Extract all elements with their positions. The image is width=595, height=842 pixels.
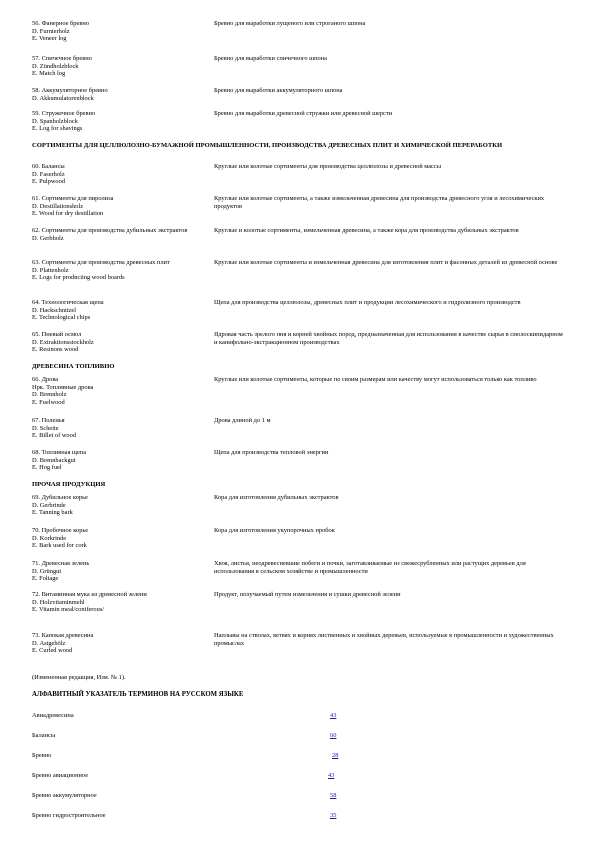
term-translation: Нрк. Топливные дрова: [32, 383, 94, 391]
term-translation: D. Astgehölz: [32, 639, 66, 647]
term-translation: D. Zündholzblock: [32, 62, 79, 70]
term-definition: Продукт, получаемый путем измельчения и сушки древесной зелени: [214, 591, 401, 598]
term-translation: D. Brennhackgut: [32, 456, 76, 464]
term-title: 58. Аккумуляторное бревно: [32, 87, 108, 94]
term-translation: E. Logs for prodnciing wood boards: [32, 274, 125, 282]
term-translation: D. Akkumulatorenblock: [32, 94, 94, 102]
term-block: [32, 417, 207, 440]
term-definition: Щепа для производства целлюлозы, древесных плит и продукции лесохимического и гидролизного производств: [214, 299, 521, 306]
term-block: [32, 449, 207, 472]
term-definition: Хвоя, листья, неодревесневшие побеги и почки, заготавливаемые из свежесрубленных или растущих деревьев для использования в сельском хозяйстве и промышленности: [214, 560, 526, 575]
term-title: 61. Сортименты для пиролиза: [32, 195, 114, 202]
term-block: [32, 110, 207, 133]
term-translation: D. Extraktionsstockholz: [32, 338, 94, 346]
index-term: Бревно: [32, 752, 52, 759]
term-title: 63. Сортименты для производства древесных плит: [32, 259, 170, 266]
term-translation: E. Pulpwood: [32, 178, 66, 186]
term-title: 68. Топливная щепа: [32, 449, 87, 456]
term-definition: Наплывы на стволах, ветвях и корнях лиственных и хвойных деревьев, используемые в промышленности и художественных промыслах: [214, 632, 554, 647]
term-block: [32, 20, 207, 43]
term-translation: D. Spanholzblock: [32, 117, 78, 125]
term-translation: E. Foliage: [32, 575, 59, 583]
term-title: 73. Капокая древесина: [32, 632, 94, 639]
amendment-note: (Измененная редакция, Изм. № 1).: [32, 674, 126, 681]
term-definition: Кора для изготовления дубильных экстрактов: [214, 494, 339, 501]
term-block: [32, 527, 207, 550]
index-page-link[interactable]: 35: [330, 812, 337, 819]
index-term: Бревно аккумуляторное: [32, 792, 97, 799]
term-block: [32, 55, 207, 78]
term-translation: D. Grüngut: [32, 567, 62, 575]
term-definition: Бревно для выработки древесной стружки или древесной шерсти: [214, 110, 393, 117]
term-translation: E. Log for shavings: [32, 125, 83, 133]
index-page-link[interactable]: 43: [330, 712, 337, 719]
term-title: 66. Дрова: [32, 376, 59, 383]
term-definition: Круглые и колотые сортименты, измельченная древесина, а также кора для производства дубильных экстрактов: [214, 227, 519, 234]
section-heading: ДРЕВЕСИНА ТОПЛИВНО: [32, 363, 115, 370]
term-title: 59. Стружечное бревно: [32, 110, 96, 117]
term-title: 65. Пневый осмол: [32, 331, 82, 338]
term-block: [32, 163, 207, 186]
term-block: [32, 259, 207, 282]
term-block: [32, 494, 207, 517]
term-translation: E. Resinons wood: [32, 346, 79, 354]
term-block: [32, 331, 207, 354]
term-definition: Ядровая часть зрелого пня и корней хвойных пород, предназначенная для использования в качестве сырья в смолоскипидарном и канифольно-экстракционном производствах: [214, 331, 563, 346]
term-translation: D. Gerbholz: [32, 234, 64, 242]
term-title: 64. Технологическая щепа: [32, 299, 104, 306]
term-translation: E. Tanning bark: [32, 509, 73, 517]
term-definition: Бревно для выработки лущеного или строганого шпона: [214, 20, 366, 27]
term-translation: E. Technological chips: [32, 314, 91, 322]
term-translation: E. Billet of wood: [32, 432, 77, 440]
term-translation: D. Plattenholz: [32, 266, 69, 274]
term-block: [32, 376, 207, 406]
term-block: [32, 195, 207, 218]
term-title: 62. Сортименты для производства дубильных экстрактов: [32, 227, 188, 234]
term-block: [32, 560, 207, 583]
term-title: 69. Дубильное корье: [32, 494, 88, 501]
index-term: Бревно авиационное: [32, 772, 89, 779]
index-term: Авиадревесина: [32, 712, 74, 719]
term-title: 60. Балансы: [32, 163, 65, 170]
term-translation: E. Veneer log: [32, 35, 67, 43]
term-title: 72. Витаминная мука из древесной зелени: [32, 591, 147, 598]
term-title: 70. Пробочное корье: [32, 527, 89, 534]
term-translation: D. Furnierholz: [32, 27, 70, 35]
term-definition: Круглые или колотые сортименты, а также измельченная древесина для производства древесного угля и лесохимических продуктов: [214, 195, 545, 210]
index-term: Бревно гидростроительное: [32, 812, 106, 819]
term-definition: Круглые или колотые сортименты, которые по своим размерам или качеству могут использоваться только как топливо: [214, 376, 537, 383]
section-heading: ПРОЧАЯ ПРОДУКЦИЯ: [32, 481, 106, 488]
term-translation: E. Vitamin meal/coniferous/: [32, 606, 105, 614]
index-title: АЛФАВИТНЫЙ УКАЗАТЕЛЬ ТЕРМИНОВ НА РУССКОМ ЯЗЫКЕ: [32, 691, 244, 698]
term-definition: Круглые или колотые сортименты и измельченная древесина для изготовления плит и фасонных деталей из древесной основе: [214, 259, 558, 266]
term-translation: D. Brennholz: [32, 391, 67, 399]
term-definition: Дрова длиной до 1 м: [214, 417, 271, 424]
term-translation: D. Faserholz: [32, 170, 65, 178]
term-title: 67. Поленья: [32, 417, 65, 424]
term-title: 57. Спичечное бревно: [32, 55, 92, 62]
section-heading: СОРТИМЕНТЫ ДЛЯ ЦЕЛЛЮЛОЗНО-БУМАЖНОЙ ПРОМЫШЛЕННОСТИ, ПРОИЗВОДСТВА ДРЕВЕСНЫХ ПЛИТ И ХИМИЧЕСКОЙ ПЕРЕРАБОТКИ: [32, 142, 503, 149]
term-translation: D. Holzvitaminmehl: [32, 598, 85, 606]
term-block: [32, 591, 207, 614]
term-definition: Кора для изготовления укупорочных пробок: [214, 527, 335, 534]
term-translation: D. Gerbrinde: [32, 501, 66, 509]
term-translation: D. Korkrinde: [32, 534, 67, 542]
term-translation: D. Scheite: [32, 424, 59, 432]
term-translation: E. Wood for dry destillation: [32, 210, 104, 218]
index-page-link[interactable]: 28: [332, 752, 339, 759]
term-translation: E. Curled wood: [32, 647, 73, 655]
term-title: 56. Фанерное бревно: [32, 20, 89, 27]
term-translation: E. Bark used for cork: [32, 542, 87, 550]
term-translation: D. Hackschnitzel: [32, 306, 77, 314]
term-translation: E. Hog fuel: [32, 464, 62, 472]
term-block: [32, 299, 207, 322]
term-definition: Бревно для выработки спичечного шпона: [214, 55, 327, 62]
index-term: Балансы: [32, 732, 56, 739]
index-page-link[interactable]: 60: [330, 732, 337, 739]
term-title: 71. Древесная зелень: [32, 560, 90, 567]
term-block: [32, 87, 207, 102]
term-block: [32, 227, 207, 242]
term-translation: D. Destillationsholz: [32, 202, 84, 210]
term-definition: Круглые или колотые сортименты для производства целлюлозы и древесной массы: [214, 163, 442, 170]
term-translation: E. Fuelwood: [32, 398, 65, 406]
term-translation: E. Match log: [32, 70, 66, 78]
term-block: [32, 632, 207, 655]
term-definition: Бревно для выработки аккумуляторного шпона: [214, 87, 343, 94]
index-page-link[interactable]: 43: [328, 772, 335, 779]
term-definition: Щепа для производства тепловой энергии: [214, 449, 329, 456]
index-page-link[interactable]: 58: [330, 792, 337, 799]
